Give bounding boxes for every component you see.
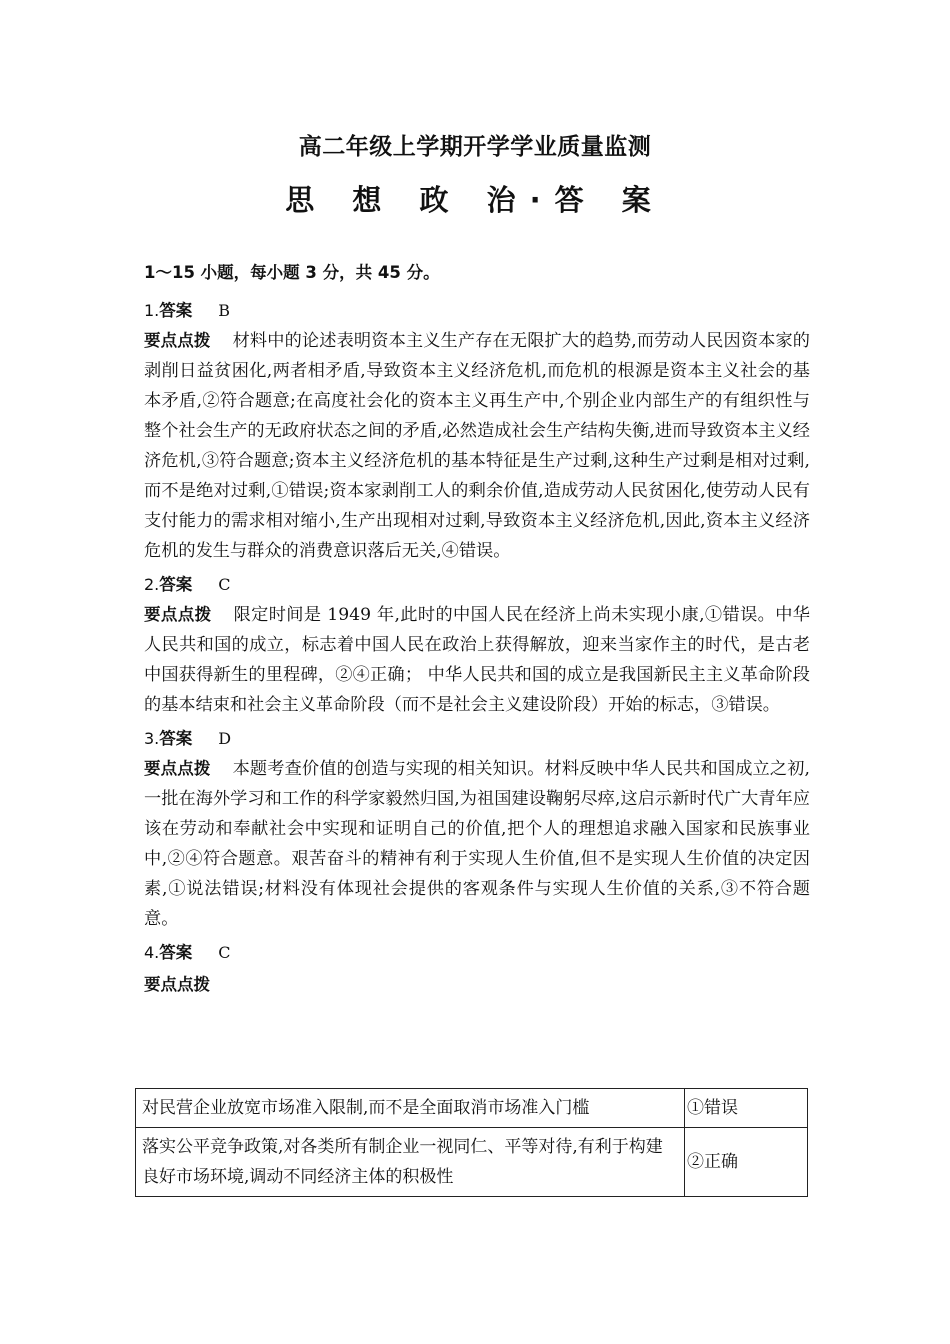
table-row [136, 1128, 808, 1197]
answer-content [144, 258, 810, 1000]
question-1 [144, 296, 810, 566]
table-row [136, 1089, 808, 1128]
explanation-text: 材料中的论述表明资本主义生产存在无限扩大的趋势,而劳动人民因资本家的剥削日益贫困化,两者相矛盾,导致资本主义经济危机,而危机的根源是资本主义社会的基本矛盾,②符合题意;在高度社会化的资本主义再生产中,个别企业内部生产的有组织性与整个社会生产的无政府状态之间的矛盾,必然造成社会生产结构失衡,进而导致资本主义经济危机,③符合题意;资本主义经济危机的基本特征是生产过剩,这种生产过剩是相对过剩,而不是绝对过剩,①错误;资本家剥削工人的剩余价值,造成劳动人民贫困化,使劳动人民有支付能力的需求相对缩小,生产出现相对过剩,导致资本主义经济危机,因此,资本主义经济危机的发生与群众的消费意识落后无关,④错误。 [144, 331, 810, 561]
page-title: 高二年级上学期开学学业质量监测 [298, 134, 652, 160]
page-subtitle: 思 想 政 治·答 案 [285, 183, 665, 217]
question-number: 1. [144, 301, 160, 320]
statement-cell: 落实公平竞争政策,对各类所有制企业一视同仁、平等对待,有利于构建良好市场环境,调动不同经济主体的积极性 [136, 1128, 685, 1197]
answer-label: 答案 [159, 943, 193, 962]
question-number: 3. [144, 729, 160, 748]
question-number: 2. [144, 575, 160, 594]
explanation-text: 限定时间是 1949 年,此时的中国人民在经济上尚未实现小康,①错误。中华人民共和国的成立，标志着中国人民在政治上获得解放，迎来当家作主的时代，是古老中国获得新生的里程碑，②④正确； 中华人民共和国的成立是我国新民主主义革命阶段的基本结束和社会主义革命阶段（而不是社会主义建设阶段）开始的标志，③错误。 [144, 605, 810, 715]
question-number: 4. [144, 943, 160, 962]
answer-label: 答案 [159, 301, 193, 320]
key-points-table [135, 1088, 808, 1197]
key-points-paragraph [144, 326, 810, 566]
key-points-paragraph [144, 970, 810, 1000]
question-3 [144, 724, 810, 934]
answer-choice: C [218, 575, 231, 594]
key-points-paragraph [144, 754, 810, 934]
question-2 [144, 570, 810, 720]
question-4 [144, 938, 810, 1000]
key-points-label: 要点点拨 [144, 759, 211, 778]
key-points-label: 要点点拨 [144, 331, 211, 350]
key-points-paragraph [144, 600, 810, 720]
answer-choice: C [218, 943, 231, 962]
answer-line [144, 938, 810, 968]
answer-line [144, 724, 810, 754]
scoring-intro: 1～15 小题，每小题 3 分，共 45 分。 [144, 263, 440, 282]
key-points-label: 要点点拨 [144, 605, 212, 624]
key-points-label: 要点点拨 [144, 975, 210, 994]
answer-line [144, 296, 810, 326]
answer-line [144, 570, 810, 600]
answer-choice: D [218, 729, 232, 748]
answer-label: 答案 [159, 729, 193, 748]
verdict-cell: ①错误 [685, 1089, 808, 1128]
explanation-text: 本题考查价值的创造与实现的相关知识。材料反映中华人民共和国成立之初,一批在海外学习和工作的科学家毅然归国,为祖国建设鞠躬尽瘁,这启示新时代广大青年应该在劳动和奉献社会中实现和证明自己的价值,把个人的理想追求融入国家和民族事业中,②④符合题意。艰苦奋斗的精神有利于实现人生价值,但不是实现人生价值的决定因素,①说法错误;材料没有体现社会提供的客观条件与实现人生价值的关系,③不符合题意。 [144, 759, 810, 929]
answer-choice: B [218, 301, 231, 320]
answer-label: 答案 [159, 575, 193, 594]
statement-cell: 对民营企业放宽市场准入限制,而不是全面取消市场准入门槛 [136, 1089, 685, 1128]
verdict-cell: ②正确 [685, 1128, 808, 1197]
